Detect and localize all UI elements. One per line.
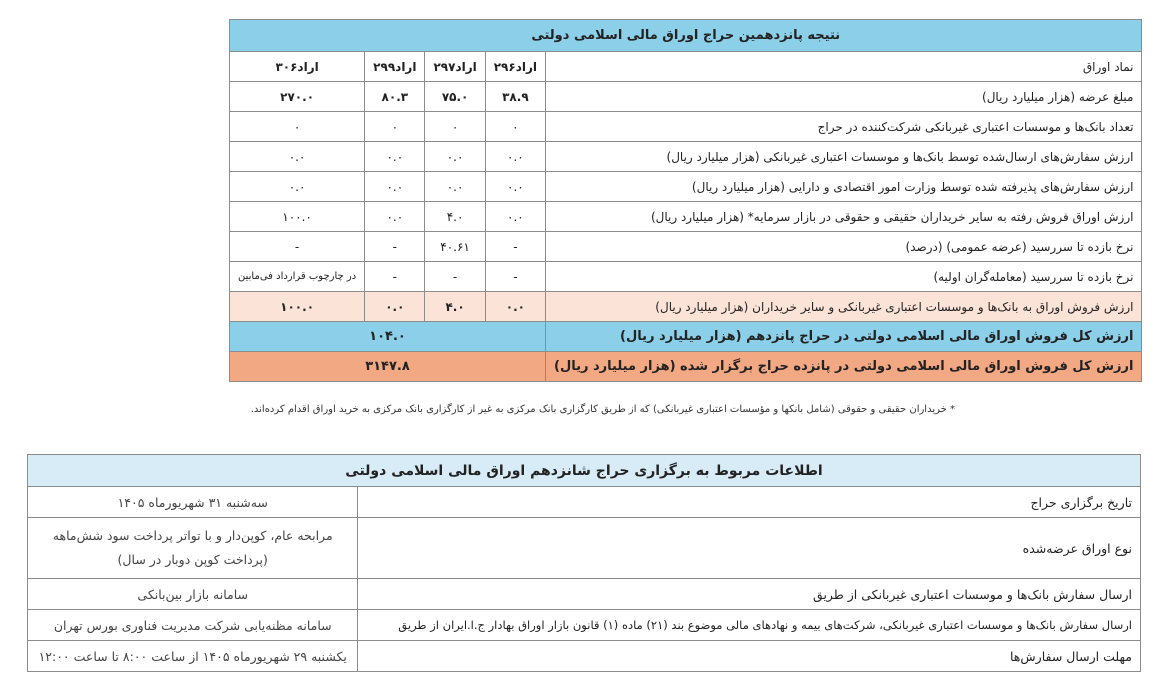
row-label: تعداد بانک‌ها و موسسات اعتباری غیربانکی شرکت‌کننده در حراج bbox=[546, 112, 1142, 142]
cell-value: یکشنبه ۲۹ شهریورماه ۱۴۰۵ از ساعت ۸:۰۰ تا ساعت ۱۲:۰۰ bbox=[28, 641, 358, 672]
row-label: نرخ بازده تا سررسید (معامله‌گران اولیه) bbox=[546, 262, 1142, 292]
table-row bbox=[230, 172, 1142, 202]
row-label: نرخ بازده تا سررسید (عرضه عمومی) (درصد) bbox=[546, 232, 1142, 262]
cell-value: ۰ bbox=[365, 112, 425, 142]
cell-value: - bbox=[425, 262, 485, 292]
total-value: ۱۰۴.۰ bbox=[230, 322, 546, 352]
cell-value: ۰.۰ bbox=[485, 172, 545, 202]
cell-value: مرابحه عام، کوپن‌دار و با تواتر پرداخت سود شش‌ماهه (پرداخت کوپن دوبار در سال) bbox=[28, 518, 358, 579]
symbol-label: نماد اوراق bbox=[546, 52, 1142, 82]
table-row bbox=[230, 82, 1142, 112]
cell-value: ۸۰.۳ bbox=[365, 82, 425, 112]
grand-total-value: ۳۱۴۷.۸ bbox=[230, 352, 546, 382]
table-row bbox=[230, 112, 1142, 142]
auction15-title: نتیجه پانزدهمین حراج اوراق مالی اسلامی دولتی bbox=[230, 20, 1142, 52]
total-row bbox=[230, 322, 1142, 352]
table-row bbox=[28, 610, 1141, 641]
table-row bbox=[28, 518, 1141, 579]
table-row bbox=[230, 202, 1142, 232]
cell-value: سه‌شنبه ۳۱ شهریورماه ۱۴۰۵ bbox=[28, 487, 358, 518]
cell-value: ۰.۰ bbox=[230, 142, 365, 172]
symbol-header: اراد۲۹۹ bbox=[365, 52, 425, 82]
row-label: ارزش فروش اوراق به بانک‌ها و موسسات اعتباری غیربانکی و سایر خریداران (هزار میلیارد ریال) bbox=[546, 292, 1142, 322]
cell-value: ۴۰.۶۱ bbox=[425, 232, 485, 262]
cell-value: ۳۸.۹ bbox=[485, 82, 545, 112]
row-label: ارزش کل فروش اوراق مالی اسلامی دولتی در پانزده حراج برگزار شده (هزار میلیارد ریال) bbox=[546, 352, 1142, 382]
symbol-header: اراد۲۹۷ bbox=[425, 52, 485, 82]
highlight-row bbox=[230, 292, 1142, 322]
row-label: ارسال سفارش بانک‌ها و موسسات اعتباری غیربانکی، شرکت‌های بیمه و نهادهای مالی موضوع بند (۲۱) ماده (۱) قانون بازار اوراق بهادار ج.ا.ایران از طریق bbox=[358, 610, 1141, 641]
cell-value: ۱۰۰.۰ bbox=[230, 292, 365, 322]
row-label: ارسال سفارش بانک‌ها و موسسات اعتباری غیربانکی از طریق bbox=[358, 579, 1141, 610]
cell-value: سامانه مظنه‌یابی شرکت مدیریت فناوری بورس تهران bbox=[28, 610, 358, 641]
cell-value: - bbox=[485, 262, 545, 292]
grand-total-row bbox=[230, 352, 1142, 382]
cell-value: ۰.۰ bbox=[425, 142, 485, 172]
row-label: نوع اوراق عرضه‌شده bbox=[358, 518, 1141, 579]
row-label: ارزش اوراق فروش رفته به سایر خریداران حقیقی و حقوقی در بازار سرمایه* (هزار میلیارد ریال) bbox=[546, 202, 1142, 232]
symbol-header: اراد۳۰۶ bbox=[230, 52, 365, 82]
cell-value: ۰.۰ bbox=[365, 172, 425, 202]
footnote: * خریداران حقیقی و حقوقی (شامل بانکها و مؤسسات اعتباری غیربانکی) که از طریق کارگزاری بانک مرکزی به غیر از کارگزاری بانک مرکزی به خرید اوراق اقدام کرده‌اند. bbox=[250, 404, 955, 415]
table-row bbox=[230, 262, 1142, 292]
auction16-info-table bbox=[27, 454, 1141, 672]
row-label: مهلت ارسال سفارش‌ها bbox=[358, 641, 1141, 672]
cell-value: سامانه بازار بین‌بانکی bbox=[28, 579, 358, 610]
cell-value: - bbox=[365, 262, 425, 292]
row-label: ارزش سفارش‌های ارسال‌شده توسط بانک‌ها و موسسات اعتباری غیربانکی (هزار میلیارد ریال) bbox=[546, 142, 1142, 172]
table-row bbox=[230, 142, 1142, 172]
cell-value: ۰.۰ bbox=[425, 172, 485, 202]
row-label: مبلغ عرضه (هزار میلیارد ریال) bbox=[546, 82, 1142, 112]
row-label: ارزش کل فروش اوراق مالی اسلامی دولتی در حراج پانزدهم (هزار میلیارد ریال) bbox=[546, 322, 1142, 352]
cell-value: ۰.۰ bbox=[485, 142, 545, 172]
cell-value: ۰.۰ bbox=[485, 292, 545, 322]
cell-value: - bbox=[230, 232, 365, 262]
cell-value: ۰ bbox=[425, 112, 485, 142]
auction16-title: اطلاعات مربوط به برگزاری حراج شانزدهم اوراق مالی اسلامی دولتی bbox=[28, 455, 1141, 487]
cell-value: - bbox=[485, 232, 545, 262]
cell-value: ۰.۰ bbox=[365, 202, 425, 232]
cell-value: در چارچوب قرارداد فی‌مابین bbox=[230, 262, 365, 292]
cell-value: ۷۵.۰ bbox=[425, 82, 485, 112]
table-row bbox=[28, 641, 1141, 672]
cell-value: ۰ bbox=[485, 112, 545, 142]
cell-value: ۰.۰ bbox=[485, 202, 545, 232]
cell-value: ۴.۰ bbox=[425, 202, 485, 232]
auction15-results-table bbox=[229, 19, 1142, 382]
cell-value: ۱۰۰.۰ bbox=[230, 202, 365, 232]
symbol-header: اراد۲۹۶ bbox=[485, 52, 545, 82]
cell-value: ۴.۰ bbox=[425, 292, 485, 322]
cell-value: - bbox=[365, 232, 425, 262]
table-row bbox=[230, 232, 1142, 262]
symbol-header-row bbox=[230, 52, 1142, 82]
cell-value: ۰.۰ bbox=[230, 172, 365, 202]
cell-value: ۰.۰ bbox=[365, 142, 425, 172]
cell-value: ۰.۰ bbox=[365, 292, 425, 322]
table-row bbox=[28, 579, 1141, 610]
table-row bbox=[28, 487, 1141, 518]
row-label: تاریخ برگزاری حراج bbox=[358, 487, 1141, 518]
cell-value: ۰ bbox=[230, 112, 365, 142]
row-label: ارزش سفارش‌های پذیرفته شده توسط وزارت امور اقتصادی و دارایی (هزار میلیارد ریال) bbox=[546, 172, 1142, 202]
cell-value: ۲۷۰.۰ bbox=[230, 82, 365, 112]
